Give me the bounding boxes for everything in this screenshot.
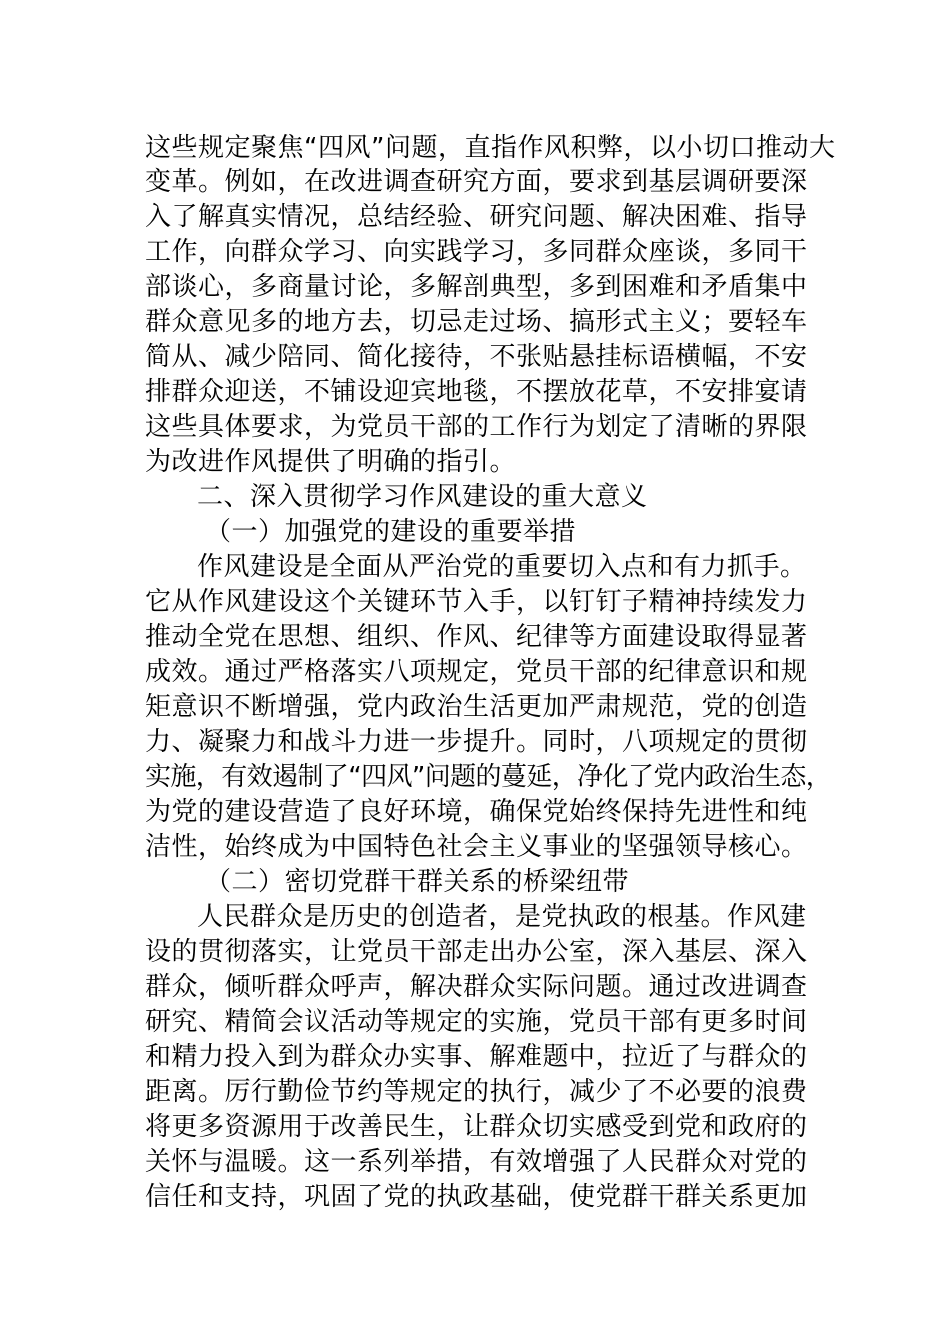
paragraph-line: 这些具体要求，为党员干部的工作行为划定了清晰的界限	[145, 412, 808, 442]
paragraph-line: 推动全党在思想、组织、作风、纪律等方面建设取得显著	[145, 622, 808, 652]
paragraph-line: 变革。例如，在改进调查研究方面，要求到基层调研要深	[145, 167, 808, 197]
subsection-heading: （二）密切党群干群关系的桥梁纽带	[205, 867, 630, 897]
paragraph-line: 简从、减少陪同、简化接待，不张贴悬挂标语横幅，不安	[145, 342, 808, 372]
paragraph-line: 为党的建设营造了良好环境，确保党始终保持先进性和纯	[145, 797, 808, 827]
paragraph-line: 距离。厉行勤俭节约等规定的执行，减少了不必要的浪费	[145, 1077, 808, 1107]
paragraph-line: 入了解真实情况，总结经验、研究问题、解决困难、指导	[145, 202, 808, 232]
paragraph-line: 人民群众是历史的创造者，是党执政的根基。作风建	[197, 902, 807, 932]
paragraph-line: 它从作风建设这个关键环节入手，以钉钉子精神持续发力	[145, 587, 808, 617]
paragraph-line: 作风建设是全面从严治党的重要切入点和有力抓手。	[197, 552, 807, 582]
paragraph-line: 这些规定聚焦“四风”问题，直指作风积弊，以小切口推动大	[145, 133, 836, 163]
paragraph-line: 力、凝聚力和战斗力进一步提升。同时，八项规定的贯彻	[145, 727, 808, 757]
paragraph-line: 工作，向群众学习、向实践学习，多同群众座谈，多同干	[145, 237, 808, 267]
paragraph-line: 成效。通过严格落实八项规定，党员干部的纪律意识和规	[145, 657, 808, 687]
paragraph-line: 信任和支持，巩固了党的执政基础，使党群干群关系更加	[145, 1182, 808, 1212]
paragraph-line: 部谈心，多商量讨论，多解剖典型，多到困难和矛盾集中	[145, 272, 808, 302]
paragraph-line: 排群众迎送，不铺设迎宾地毯，不摆放花草，不安排宴请	[145, 377, 808, 407]
paragraph-line: 洁性，始终成为中国特色社会主义事业的坚强领导核心。	[145, 832, 808, 862]
paragraph-line: 设的贯彻落实，让党员干部走出办公室，深入基层、深入	[145, 937, 808, 967]
paragraph-line: 研究、精简会议活动等规定的实施，党员干部有更多时间	[145, 1007, 808, 1037]
paragraph-line: 和精力投入到为群众办实事、解难题中，拉近了与群众的	[145, 1042, 808, 1072]
paragraph-line: 关怀与温暖。这一系列举措，有效增强了人民群众对党的	[145, 1147, 808, 1177]
paragraph-line: 为改进作风提供了明确的指引。	[145, 447, 517, 477]
paragraph-line: 群众意见多的地方去，切忌走过场、搞形式主义；要轻车	[145, 307, 808, 337]
paragraph-line: 群众，倾听群众呼声，解决群众实际问题。通过改进调查	[145, 972, 808, 1002]
section-heading: 二、深入贯彻学习作风建设的重大意义	[197, 482, 648, 512]
subsection-heading: （一）加强党的建设的重要举措	[205, 517, 577, 547]
paragraph-line: 矩意识不断增强，党内政治生活更加严肃规范，党的创造	[145, 692, 808, 722]
paragraph-line: 实施，有效遏制了“四风”问题的蔓延，净化了党内政治生态，	[145, 762, 832, 792]
paragraph-line: 将更多资源用于改善民生，让群众切实感受到党和政府的	[145, 1112, 808, 1142]
